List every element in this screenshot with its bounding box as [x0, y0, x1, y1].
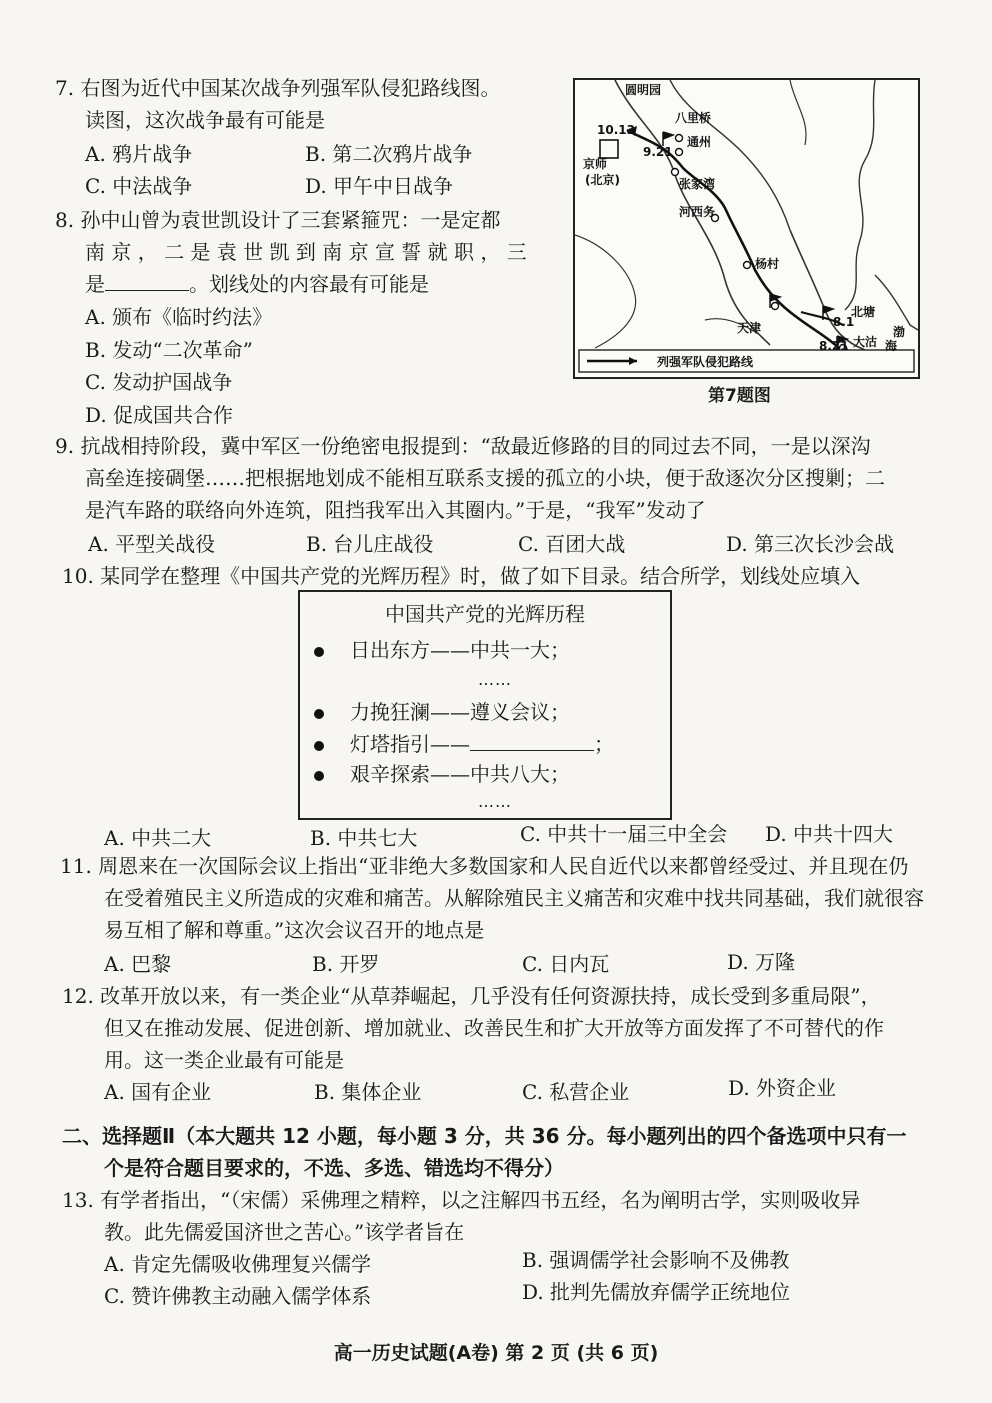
q9-option-d[interactable]: D. 第三次长沙会战 [726, 532, 895, 556]
q11-stem-line2: 在受着殖民主义所造成的灾难和痛苦。从解除殖民主义痛苦和灾难中找共同基础，我们就很容 [104, 886, 924, 910]
toc-row-3 [314, 728, 614, 760]
q8-stem-line3 [85, 268, 429, 300]
q13-option-d[interactable]: D. 批判先儒放弃儒学正统地位 [522, 1280, 791, 1304]
q12-stem-line1: 12. 改革开放以来，有一类企业“从草莽崛起，几乎没有任何资源扶持，成长受到多重局限”， [62, 984, 881, 1008]
q9-stem-line1: 9. 抗战相持阶段，冀中军区一份绝密电报提到：“敌最近修路的目的同过去不同，一是以深沟 [55, 434, 871, 458]
q7-stem-line2: 读图，这次战争最有可能是 [85, 108, 325, 132]
q10-toc-box [298, 590, 672, 820]
q10-option-d[interactable]: D. 中共十四大 [765, 822, 894, 846]
map-label-balibridge: 八里桥 [675, 111, 712, 125]
q9-option-b[interactable]: B. 台儿庄战役 [306, 532, 434, 556]
q13-stem-line1: 13. 有学者指出，“（宋儒）采佛理之精粹，以之注解四书五经，名为阐明古学，实则吸收异 [62, 1188, 861, 1212]
toc-row-3-text: 灯塔指引—— [350, 732, 470, 756]
map-label-bo: 渤 [893, 325, 906, 339]
toc-row-1-text: 日出东方——中共一大； [350, 638, 570, 662]
q9-option-c[interactable]: C. 百团大战 [518, 532, 626, 556]
map-label-yuanmingyuan: 圆明园 [625, 83, 662, 97]
bullet-icon [314, 647, 324, 657]
bullet-icon [314, 709, 324, 719]
q8-answer-blank[interactable] [105, 290, 189, 291]
q7-stem-line1: 7. 右图为近代中国某次战争列强军队侵犯路线图。 [55, 76, 501, 100]
q8-stem-line1: 8. 孙中山曾为袁世凯设计了三套紧箍咒：一是定都 [55, 208, 501, 232]
map-label-tianjin: 天津 [737, 321, 762, 335]
toc-row-3-suffix: ； [594, 732, 614, 756]
q8-stem-line2: 南 京 ， 二 是 袁 世 凯 到 南 京 宣 誓 就 职 ， 三 [85, 240, 527, 264]
toc-row-2 [314, 696, 570, 728]
map-label-hai: 海 [885, 339, 898, 353]
q8-option-b[interactable]: B. 发动“二次革命” [85, 338, 253, 362]
map-label-yangcun: 杨村 [755, 257, 780, 271]
map-legend-text: 列强军队侵犯路线 [657, 355, 754, 369]
q8-stem-line3a: 是 [85, 272, 105, 296]
q11-option-b[interactable]: B. 开罗 [312, 952, 380, 976]
toc-row-4-text: 艰辛探索——中共八大； [350, 762, 570, 786]
q7-option-d[interactable]: D. 甲午中日战争 [305, 174, 454, 198]
map-label-tongzhou: 通州 [687, 135, 712, 149]
map-drawing [575, 80, 918, 377]
bullet-icon [314, 741, 324, 751]
toc-dots-2: …… [478, 792, 512, 811]
q8-stem-line3b: 。划线处的内容最有可能是 [189, 272, 429, 296]
map-label-hexiwu: 河西务 [679, 205, 716, 219]
q11-stem-line3: 易互相了解和尊重。”这次会议召开的地点是 [104, 918, 485, 942]
q10-option-a[interactable]: A. 中共二大 [104, 826, 212, 850]
q12-option-a[interactable]: A. 国有企业 [104, 1080, 212, 1104]
q9-stem-line3: 是汽车路的联络向外连筑，阻挡我军出入其圈内。”于是，“我军”发动了 [85, 498, 706, 522]
q7-option-b[interactable]: B. 第二次鸦片战争 [305, 142, 473, 166]
q12-option-b[interactable]: B. 集体企业 [314, 1080, 422, 1104]
q11-option-c[interactable]: C. 日内瓦 [522, 952, 610, 976]
q13-option-c[interactable]: C. 赞许佛教主动融入儒学体系 [104, 1284, 372, 1308]
q12-stem-line2: 但又在推动发展、促进创新、增加就业、改善民生和扩大开放等方面发挥了不可替代的作 [104, 1016, 884, 1040]
map-caption: 第7题图 [708, 386, 771, 406]
q8-option-c[interactable]: C. 发动护国战争 [85, 370, 233, 394]
q11-stem-line1: 11. 周恩来在一次国际会议上指出“亚非绝大多数国家和人民自近代以来都曾经受过、并且现在仍 [60, 854, 909, 878]
map-label-date-1013: 10.13 [597, 123, 635, 137]
toc-row-2-text: 力挽狂澜——遵义会议； [350, 700, 570, 724]
section2-heading-line2: 个是符合题目要求的，不选、多选、错选均不得分） [104, 1156, 564, 1180]
toc-row-4 [314, 758, 570, 790]
bullet-icon [314, 771, 324, 781]
toc-row-1 [314, 634, 570, 666]
q13-option-a[interactable]: A. 肯定先儒吸收佛理复兴儒学 [104, 1252, 372, 1276]
toc-title: 中国共产党的光辉历程 [385, 602, 585, 626]
map-label-beijing: (北京) [585, 173, 620, 187]
q10-option-b[interactable]: B. 中共七大 [310, 826, 418, 850]
q10-option-c[interactable]: C. 中共十一届三中全会 [520, 822, 728, 846]
map-label-date-81: 8.1 [833, 315, 855, 329]
q13-option-b[interactable]: B. 强调儒学社会影响不及佛教 [522, 1248, 790, 1272]
toc-dots-1: …… [478, 670, 512, 689]
toc-answer-blank[interactable] [470, 750, 594, 751]
q12-option-d[interactable]: D. 外资企业 [728, 1076, 837, 1100]
map-label-jingshi: 京师 [583, 157, 608, 171]
q8-option-a[interactable]: A. 颁布《临时约法》 [85, 305, 273, 329]
q9-stem-line2: 高垒连接碉堡……把根据地划成不能相互联系支援的孤立的小块，便于敌逐次分区搜剿；二 [85, 466, 885, 490]
q11-option-d[interactable]: D. 万隆 [727, 950, 796, 974]
q7-option-a[interactable]: A. 鸦片战争 [85, 142, 193, 166]
map-label-date-921: 9.21 [643, 145, 673, 159]
map-label-dagu: 大沽 [853, 335, 878, 349]
invasion-route-map [573, 78, 920, 379]
q8-option-d[interactable]: D. 促成国共合作 [85, 403, 234, 427]
map-label-zhangjiawan: 张家湾 [679, 177, 716, 191]
page-footer: 高一历史试题(A卷) 第 2 页 (共 6 页) [333, 1342, 659, 1364]
map-label-date-821: 8.21 [819, 339, 849, 353]
map-label-beitang: 北塘 [851, 305, 876, 319]
section2-heading-line1: 二、选择题Ⅱ（本大题共 12 小题，每小题 3 分，共 36 分。每小题列出的四个备选项中只有一 [62, 1124, 907, 1148]
q9-option-a[interactable]: A. 平型关战役 [88, 532, 216, 556]
q12-stem-line3: 用。这一类企业最有可能是 [104, 1048, 344, 1072]
q10-stem-line1: 10. 某同学在整理《中国共产党的光辉历程》时，做了如下目录。结合所学，划线处应填入 [62, 564, 861, 588]
q12-option-c[interactable]: C. 私营企业 [522, 1080, 630, 1104]
q13-stem-line2: 教。此先儒爱国济世之苦心。”该学者旨在 [104, 1220, 465, 1244]
q11-option-a[interactable]: A. 巴黎 [104, 952, 172, 976]
q7-option-c[interactable]: C. 中法战争 [85, 174, 193, 198]
